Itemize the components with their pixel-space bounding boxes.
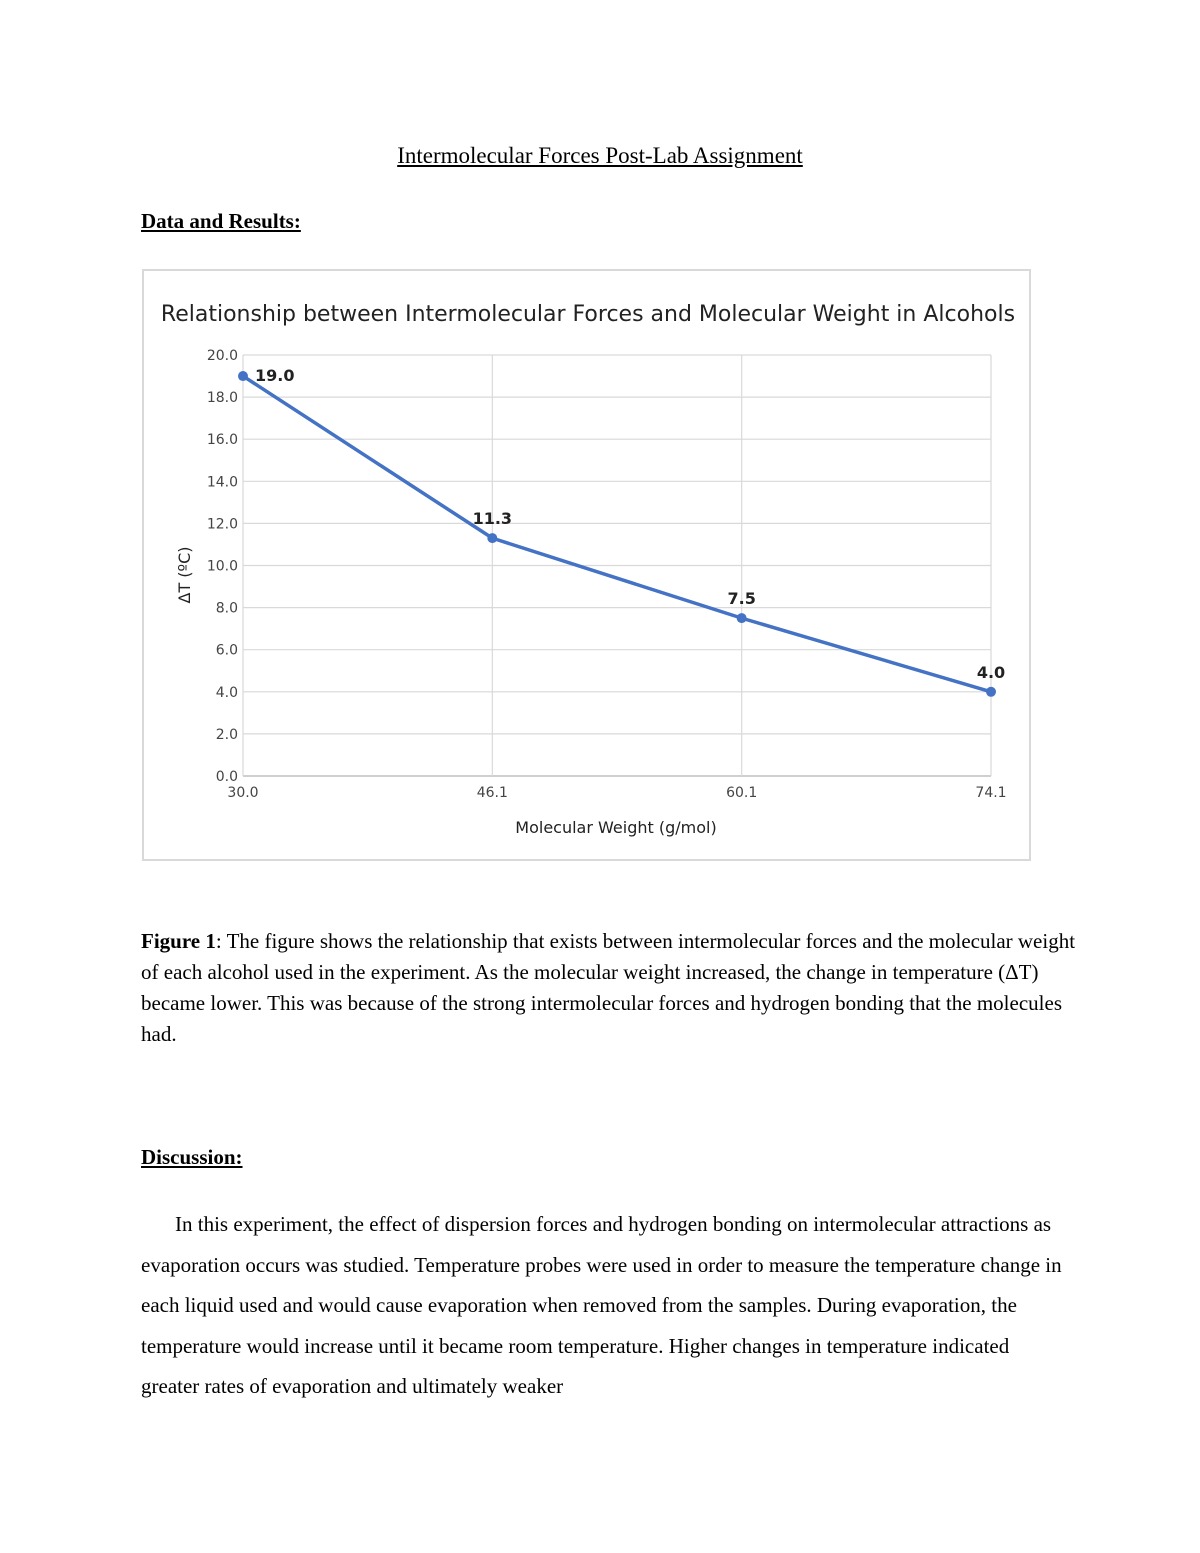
data-point [986,687,996,697]
x-tick-label: 60.1 [726,785,758,801]
y-tick-label: 14.0 [206,474,238,491]
y-tick-label: 16.0 [206,432,238,449]
x-tick-label: 30.0 [227,785,259,801]
y-tick-label: 6.0 [215,642,238,659]
y-tick-label: 2.0 [215,726,238,743]
chart-container [142,269,1031,861]
data-label: 4.0 [976,662,1006,682]
figure-caption-text: : The figure shows the relationship that exists between intermolecular forces and the molecular weight of each alcohol used in the experiment. As the molecular weight increased, the change in temperature (ΔT) became lower. This was because of the strong intermolecular forces and hydrogen bonding that the molecules had. [141,929,1076,1046]
document-title: Intermolecular Forces Post-Lab Assignment [397,143,803,168]
data-results-heading: Data and Results: [141,209,301,233]
y-tick-label: 10.0 [206,558,238,575]
y-tick-label: 4.0 [215,684,238,701]
data-point [238,371,248,381]
y-tick-label: 0.0 [215,769,238,785]
y-tick-label: 12.0 [206,516,238,533]
x-tick-label: 46.1 [476,785,508,801]
figure-caption [141,926,1076,1050]
data-point [487,533,497,543]
y-tick-label: 18.0 [206,390,238,407]
y-axis-title: ΔT (ºC) [175,546,194,604]
figure-caption-label: Figure 1 [141,929,216,953]
x-axis-title: Molecular Weight (g/mol) [515,818,717,837]
discussion-heading: Discussion: [141,1145,243,1169]
data-label: 11.3 [472,509,513,529]
data-label: 19.0 [255,366,295,386]
discussion-paragraph: In this experiment, the effect of dispersion forces and hydrogen bonding on intermolecular attractions as evaporation occurs was studied. Temperature probes were used in order to measure the temperature change in each liquid used and would cause evaporation when removed from the samples. During evaporation, the temperature would increase until it became room temperature. Higher changes in temperature indicated greater rates of evaporation and ultimately weaker [141,1212,1062,1398]
data-label: 7.5 [727,589,756,609]
series-line [243,376,991,692]
x-tick-label: 74.1 [975,785,1007,801]
line-chart [144,271,1033,863]
y-tick-label: 20.0 [206,348,238,364]
chart-grid [243,355,991,776]
data-point [737,613,747,623]
chart-title: Relationship between Intermolecular Forces and Molecular Weight in Alcohols [160,302,1016,327]
chart-series [238,366,1005,697]
y-tick-label: 8.0 [215,600,238,617]
